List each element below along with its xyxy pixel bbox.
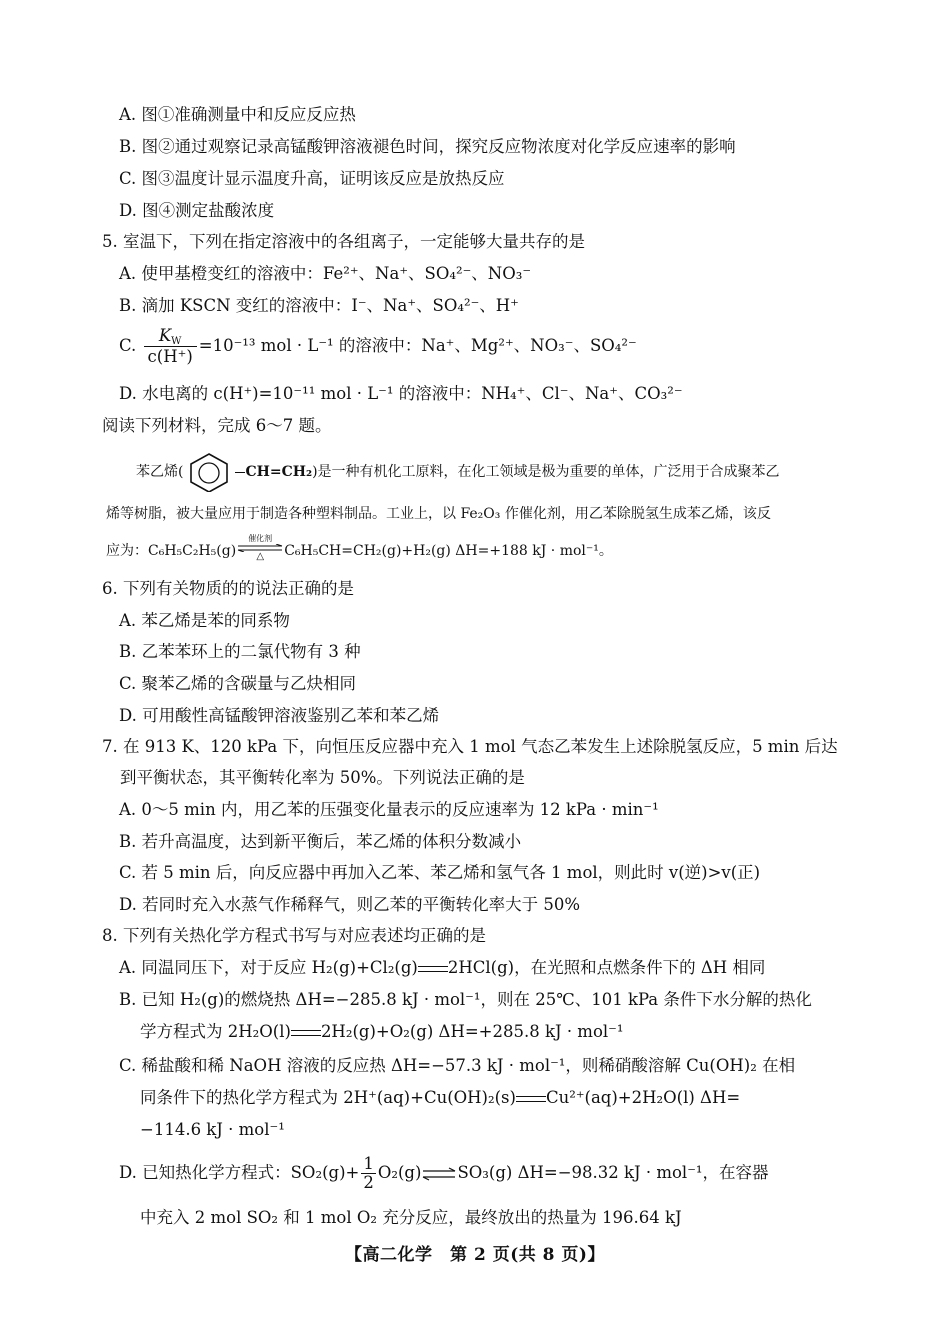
- page-footer: 【高二化学 第 2 页(共 8 页)】: [345, 1245, 605, 1265]
- q7-option-c: C. 若 5 min 后，向反应器中再加入乙苯、苯乙烯和氢气各 1 mol，则此时 v(逆)>v(正): [119, 863, 761, 882]
- fraction-numerator: 1: [363, 1154, 374, 1173]
- q5-option-b-prefix: B. 滴加 KSCN 变红的溶液中：: [119, 296, 352, 315]
- q7-option-d: D. 若同时充入水蒸气作稀释气，则乙苯的平衡转化率大于 50%: [119, 895, 581, 914]
- q6-stem: 6. 下列有关物质的的说法正确的是: [102, 579, 354, 598]
- catalyst-label: 催化剂: [248, 534, 273, 543]
- q5-option-a-ions: Fe²⁺、Na⁺、SO₄²⁻、NO₃⁻: [322, 264, 532, 283]
- q7-option-b: B. 若升高温度，达到新平衡后，苯乙烯的体积分数减小: [119, 832, 522, 851]
- q8-option-d-product: SO₃(g) ΔH=−98.32 kJ · mol⁻¹，在容器: [457, 1163, 769, 1182]
- q8-option-b-reactant: 学方程式为 2H₂O(l): [140, 1022, 291, 1041]
- q8-option-c-line1: C. 稀盐酸和稀 NaOH 溶液的反应热 ΔH=−57.3 kJ · mol⁻¹，则稀硝酸溶解 Cu(OH)₂ 在相: [119, 1056, 796, 1075]
- q8-option-c-products: Cu²⁺(aq)+2H₂O(l) ΔH=: [545, 1088, 741, 1107]
- q5-option-c-prefix: C.: [119, 336, 137, 355]
- q8-option-d-line2: 中充入 2 mol SO₂ 和 1 mol O₂ 充分反应，最终放出的热量为 196.64 kJ: [140, 1208, 682, 1227]
- q8-option-b-line1: B. 已知 H₂(g)的燃烧热 ΔH=−285.8 kJ · mol⁻¹，则在 25℃、101 kPa 条件下水分解的热化: [119, 990, 812, 1009]
- equals-sign-icon: [418, 963, 448, 975]
- q5-stem: 5. 室温下，下列在指定溶液中的各组离子，一定能够大量共存的是: [102, 232, 585, 251]
- reading-material-post: )是一种有机化工原料，在化工领域是极为重要的单体，广泛用于合成聚苯乙: [312, 464, 780, 480]
- q8-option-a-rest: 2HCl(g)，在光照和点燃条件下的 ΔH 相同: [447, 958, 766, 977]
- q8-option-d-oxygen: O₂(g): [377, 1163, 422, 1182]
- benzene-ring-icon: [185, 452, 233, 492]
- reaction-products: C₆H₅CH=CH₂(g)+H₂(g) ΔH=+188 kJ · mol⁻¹。: [284, 543, 613, 559]
- q6-option-a: A. 苯乙烯是苯的同系物: [119, 611, 290, 630]
- q6-option-d: D. 可用酸性高锰酸钾溶液鉴别乙苯和苯乙烯: [119, 706, 440, 725]
- q5-option-c: [119, 326, 637, 367]
- q8-stem: 8. 下列有关热化学方程式书写与对应表述均正确的是: [102, 926, 486, 945]
- q5-option-d-ions: NH₄⁺、Cl⁻、Na⁺、CO₃²⁻: [481, 384, 683, 403]
- q8-option-d-reactant: D. 已知热化学方程式：SO₂(g)+: [119, 1163, 360, 1182]
- reading-intro: 阅读下列材料，完成 6～7 题。: [102, 416, 332, 435]
- q5-option-a: [119, 263, 531, 285]
- q5-option-a-prefix: A. 使甲基橙变红的溶液中：: [119, 264, 323, 283]
- equals-sign-icon: [516, 1093, 546, 1105]
- q5-option-b-ions: I⁻、Na⁺、SO₄²⁻、H⁺: [351, 296, 519, 315]
- q5-kw-symbol: K: [158, 326, 172, 345]
- q8-option-b-products: 2H₂(g)+O₂(g) ΔH=+285.8 kJ · mol⁻¹: [320, 1022, 624, 1041]
- q5-option-c-ions: Na⁺、Mg²⁺、NO₃⁻、SO₄²⁻: [421, 336, 637, 355]
- fraction-denominator: 2: [363, 1173, 374, 1192]
- q8-option-d-line1: [119, 1153, 769, 1193]
- q5-kw-subscript: W: [171, 336, 182, 347]
- q8-half-fraction: [361, 1155, 376, 1192]
- equals-sign-icon: [291, 1027, 321, 1039]
- q5-option-b: [119, 295, 519, 317]
- reading-material-line3: [106, 534, 613, 564]
- q7-stem-line2: 到平衡状态，其平衡转化率为 50%。下列说法正确的是: [120, 768, 525, 787]
- q8-option-b-line2: [140, 1021, 624, 1043]
- q5-option-d-prefix: D. 水电离的: [119, 384, 214, 403]
- q4-option-b: B. 图②通过观察记录高锰酸钾溶液褪色时间，探究反应物浓度对化学反应速率的影响: [119, 137, 736, 156]
- bond-line: [235, 472, 245, 473]
- vinyl-group: CH=CH₂: [245, 464, 313, 480]
- q5-option-c-condition: =10⁻¹³ mol · L⁻¹ 的溶液中：: [198, 336, 422, 355]
- catalyst-arrow: [236, 534, 284, 562]
- q7-option-a: A. 0～5 min 内，用乙苯的压强变化量表示的反应速率为 12 kPa · min⁻¹: [119, 800, 659, 819]
- heat-label: △: [256, 551, 265, 562]
- q5-option-d: [119, 383, 683, 405]
- q4-option-c: C. 图③温度计显示温度升高，证明该反应是放热反应: [119, 169, 505, 188]
- q5-option-d-condition: c(H⁺)=10⁻¹¹ mol · L⁻¹ 的溶液中：: [213, 384, 482, 403]
- q8-option-c-reactants: 同条件下的热化学方程式为 2H⁺(aq)+Cu(OH)₂(s): [140, 1088, 516, 1107]
- q8-option-a-reactants: A. 同温同压下，对于反应 H₂(g)+Cl₂(g): [119, 958, 418, 977]
- reading-material-pre: 苯乙烯(: [136, 464, 184, 480]
- q4-option-d: D. 图④测定盐酸浓度: [119, 201, 275, 220]
- reading-material-line2: 烯等树脂，被大量应用于制造各种塑料制品。工业上，以 Fe₂O₃ 作催化剂，用乙苯除脱氢生成苯乙烯，该反: [106, 506, 771, 522]
- q8-option-a: [119, 957, 765, 979]
- q7-stem-line1: 7. 在 913 K、120 kPa 下，向恒压反应器中充入 1 mol 气态乙苯发生上述除脱氢反应，5 min 后达: [102, 737, 838, 756]
- reading-material-line1: [136, 452, 780, 492]
- reversible-arrow-icon: [421, 1167, 457, 1181]
- q4-option-a: A. 图①准确测量中和反应反应热: [119, 105, 356, 124]
- q6-option-b: B. 乙苯苯环上的二氯代物有 3 种: [119, 642, 361, 661]
- q5-kw-fraction: [144, 326, 197, 367]
- q5-kw-denominator: c(H⁺): [147, 347, 193, 366]
- q8-option-c-line3: −114.6 kJ · mol⁻¹: [140, 1120, 285, 1139]
- q8-option-c-line2: [140, 1087, 740, 1109]
- reaction-reactant: 应为：C₆H₅C₂H₅(g): [106, 543, 237, 559]
- q6-option-c: C. 聚苯乙烯的含碳量与乙炔相同: [119, 674, 357, 693]
